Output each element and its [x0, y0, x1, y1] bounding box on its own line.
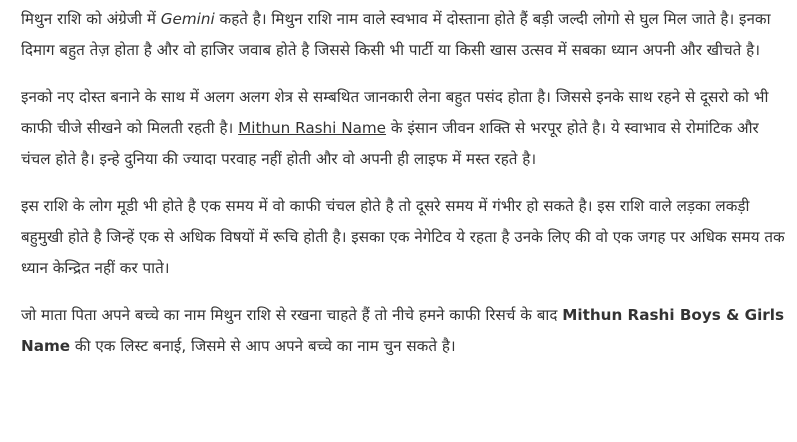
- paragraph-gemini-intro: [21, 4, 785, 66]
- paragraph-text: के इंसान जीवन शक्ति से भरपूर होते है। ये स्वाभाव से रोमांटिक और चंचल होते है। इन्हे दुनिया की ज्यादा परवाह नहीं होती और वो अपनी ही लाइफ में मस्त रहते है।: [21, 119, 759, 168]
- paragraph-friendship: [21, 82, 785, 175]
- paragraph-text: इनको नए दोस्त बनाने के साथ में अलग अलग शेत्र से सम्बथित जानकारी लेना बहुत पसंद होता है। जिससे इनके साथ रहने से दूसरो को भी काफी चीजे सीखने को मिलती रहती है।: [21, 88, 769, 137]
- paragraph-name-list: [21, 300, 785, 362]
- paragraph-text: कहते है। मिथुन राशि नाम वाले स्वभाव में दोस्ताना होते हैं बड़ी जल्दी लोगो से घुल मिल जाते है। इनका दिमाग बहुत तेज़ होता है और वो हाजिर जवाब होते है जिससे किसी भी पार्टी या किसी खास उत्सव में सबका ध्यान अपनी और खीचते है।: [21, 10, 771, 59]
- bold-name-list-title: Mithun Rashi Boys & Girls Name: [21, 306, 785, 355]
- paragraph-text: जो माता पिता अपने बच्चे का नाम मिथुन राशि से रखना चाहते हैं तो नीचे हमने काफी रिसर्च के बाद: [21, 306, 563, 324]
- paragraph-text: की एक लिस्ट बनाई, जिसमे से आप अपने बच्चे का नाम चुन सकते है।: [70, 337, 456, 355]
- paragraph-moody: [21, 191, 785, 284]
- mithun-rashi-name-link[interactable]: Mithun Rashi Name: [238, 119, 387, 137]
- emphasis-gemini: Gemini: [160, 10, 215, 28]
- paragraph-text: इस राशि के लोग मूडी भी होते है एक समय में वो काफी चंचल होते है तो दूसरे समय में गंभीर हो सकते है। इस राशि वाले लड़का लकड़ी बहुमुखी होते है जिन्हें एक से अधिक विषयों में रूचि होती है। इसका एक नेगेटिव ये रहता है उनके लिए की वो एक जगह पर अधिक समय तक ध्यान केन्द्रित नहीं कर पाते।: [21, 197, 785, 277]
- paragraph-text: मिथुन राशि को अंग्रेजी में: [21, 10, 161, 28]
